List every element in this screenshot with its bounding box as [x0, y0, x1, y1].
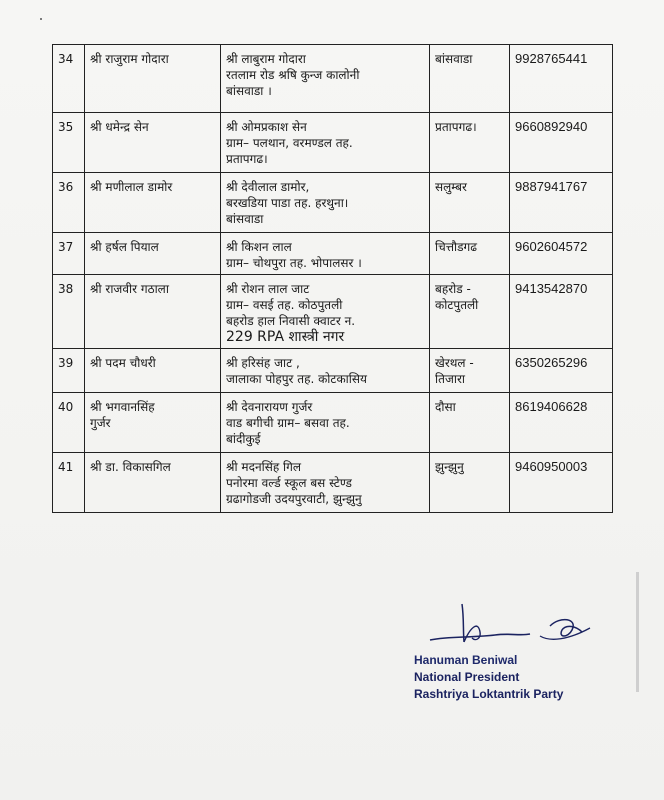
address-line: रतलाम रोड श्रषि कुन्ज कालोनी: [226, 68, 360, 82]
member-name: [85, 393, 221, 453]
phone-number: 9460950003: [510, 453, 613, 513]
member-name: [85, 275, 221, 349]
address-line: श्री लाबुराम गोदारा: [226, 52, 306, 66]
phone-number: 9887941767: [510, 173, 613, 233]
member-address: [221, 393, 430, 453]
member-name: [85, 45, 221, 113]
member-name-line: श्री धमेन्द्र सेन: [90, 120, 149, 134]
address-line: श्री मदनसिंह गिल: [226, 460, 302, 474]
address-line: 229 RPA शास्त्री नगर: [226, 329, 345, 345]
member-address: [221, 453, 430, 513]
address-line: जालाका पोहपुर तह. कोटकासिय: [226, 372, 367, 386]
table-row: [53, 349, 613, 393]
table-row: [53, 275, 613, 349]
table-row: [53, 453, 613, 513]
district-line: बांसवाडा: [435, 52, 473, 66]
member-address: [221, 233, 430, 275]
signatory-name: Hanuman Beniwal: [414, 653, 518, 667]
member-name-line: श्री राजुराम गोदारा: [90, 52, 169, 66]
member-name: [85, 113, 221, 173]
table-row: [53, 233, 613, 275]
district: [430, 45, 510, 113]
serial-number: 34: [53, 45, 85, 113]
district: [430, 453, 510, 513]
address-line: श्री रोशन लाल जाट: [226, 282, 310, 296]
address-line: श्री ओमप्रकाश सेन: [226, 120, 307, 134]
table-row: [53, 45, 613, 113]
phone-number: 6350265296: [510, 349, 613, 393]
phone-number: 9602604572: [510, 233, 613, 275]
roster-body: [53, 45, 613, 513]
address-line: श्री देवीलाल डामोर,: [226, 180, 310, 194]
member-name-line: गुर्जर: [90, 416, 111, 430]
district-line: खेरथल -: [435, 356, 474, 370]
serial-number: 35: [53, 113, 85, 173]
address-line: श्री देवनारायण गुर्जर: [226, 400, 313, 414]
address-line: ग्रढागोडजी उदयपुरवाटी, झुन्झुनु: [226, 492, 362, 506]
district-line: दौसा: [435, 400, 456, 414]
member-name-line: श्री मणीलाल डामोर: [90, 180, 173, 194]
member-name-line: श्री राजवीर गठाला: [90, 282, 169, 296]
handwritten-signature: [400, 598, 600, 658]
district-line: प्रतापगढ।: [435, 120, 477, 134]
phone-number: 9660892940: [510, 113, 613, 173]
serial-number: 39: [53, 349, 85, 393]
member-name: [85, 349, 221, 393]
member-name-line: श्री भगवानसिंह: [90, 400, 155, 414]
member-roster-table: [52, 44, 613, 513]
district: [430, 113, 510, 173]
district-line: बहरोड -: [435, 282, 471, 296]
district-line: सलुम्बर: [435, 180, 467, 194]
member-name-line: श्री हर्षल पियाल: [90, 240, 159, 254]
member-name: [85, 453, 221, 513]
address-line: बरखडिया पाडा तह. हरथुना।: [226, 196, 349, 210]
district-line: तिजारा: [435, 372, 465, 386]
table-row: [53, 393, 613, 453]
table-row: [53, 113, 613, 173]
signatory-details: [414, 652, 563, 703]
member-name-line: श्री डा. विकासगिल: [90, 460, 171, 474]
district: [430, 349, 510, 393]
address-line: ग्राम– पलथान, वरमण्डल तह.: [226, 136, 353, 150]
address-line: वाड बगीची ग्राम– बसवा तह.: [226, 416, 350, 430]
member-address: [221, 349, 430, 393]
member-address: [221, 113, 430, 173]
page-speck: [40, 18, 42, 20]
district: [430, 393, 510, 453]
district: [430, 275, 510, 349]
serial-number: 36: [53, 173, 85, 233]
member-address: [221, 45, 430, 113]
district-line: झुन्झुनु: [435, 460, 464, 474]
address-line: बांसवाडा: [226, 212, 264, 226]
address-line: बांसवाडा ।: [226, 84, 272, 98]
page-edge-shadow: [636, 572, 639, 692]
serial-number: 41: [53, 453, 85, 513]
signatory-party: Rashtriya Loktantrik Party: [414, 687, 564, 701]
member-address: [221, 173, 430, 233]
address-line: प्रतापगढ।: [226, 152, 268, 166]
serial-number: 38: [53, 275, 85, 349]
signature-block: [400, 598, 600, 708]
address-line: श्री किशन लाल: [226, 240, 292, 254]
phone-number: 9928765441: [510, 45, 613, 113]
address-line: श्री हरिसंह जाट ,: [226, 356, 300, 370]
serial-number: 40: [53, 393, 85, 453]
phone-number: 9413542870: [510, 275, 613, 349]
phone-number: 8619406628: [510, 393, 613, 453]
member-name-line: श्री पदम चौधरी: [90, 356, 156, 370]
table-row: [53, 173, 613, 233]
address-line: बांदीकुई: [226, 432, 261, 446]
member-address: [221, 275, 430, 349]
signatory-title: National President: [414, 670, 520, 684]
member-name: [85, 173, 221, 233]
address-line: बहरोड हाल निवासी क्वाटर न.: [226, 314, 356, 328]
address-line: पनोरमा वर्ल्ड स्कूल बस स्टेण्ड: [226, 476, 352, 490]
district-line: चित्तौडगढ: [435, 240, 478, 254]
district: [430, 233, 510, 275]
member-name: [85, 233, 221, 275]
district-line: कोटपुतली: [435, 298, 479, 312]
address-line: ग्राम– वसई तह. कोठपुतली: [226, 298, 343, 312]
district: [430, 173, 510, 233]
serial-number: 37: [53, 233, 85, 275]
address-line: ग्राम– चोथपुरा तह. भोपालसर ।: [226, 256, 362, 270]
